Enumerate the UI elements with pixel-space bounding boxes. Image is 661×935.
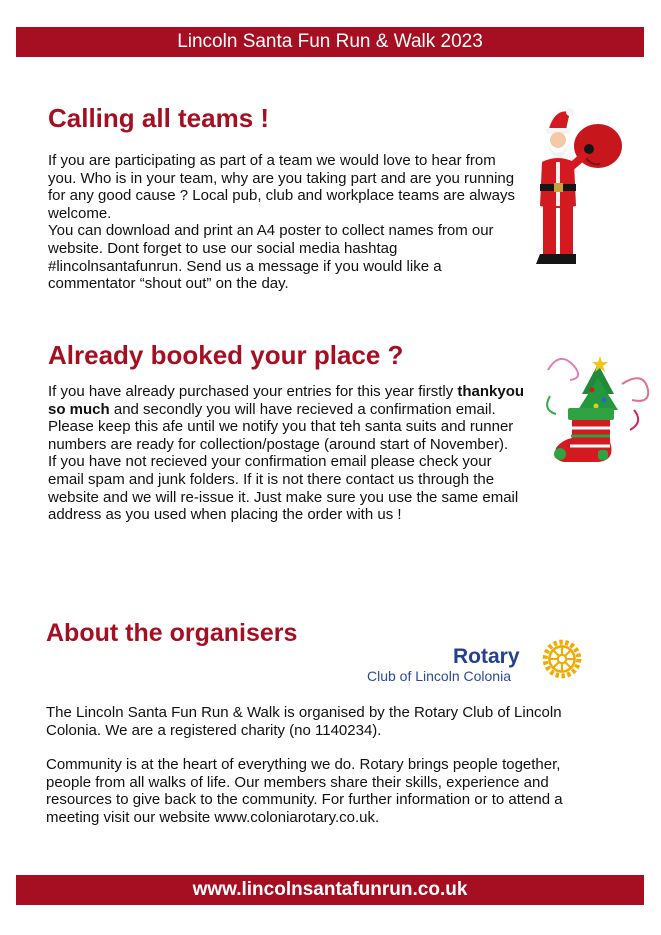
- heading-about-organisers: About the organisers: [46, 619, 298, 647]
- booked-text: [48, 383, 526, 524]
- santa-illustration: [528, 106, 632, 280]
- footer-website-link[interactable]: www.lincolnsantafunrun.co.uk: [192, 879, 468, 900]
- page-title: Lincoln Santa Fun Run & Walk 2023: [177, 31, 483, 52]
- booked-paragraph-1: [48, 383, 526, 453]
- teams-paragraph-1: If you are participating as part of a team we would love to hear from you. Who is in your team, why are you taking part and are you running for any good cause ? Local pub, club and workplace teams are always welcome.: [48, 152, 515, 222]
- top-banner: [16, 27, 644, 57]
- booked-paragraph-2: If you have not recieved your confirmation email please check your email spam and junk folders. If it is not there contact us through the website and we will re-issue it. Just make sure you use the same email address as you used when placing the order with us !: [48, 453, 519, 524]
- rotary-logo-name: Rotary: [453, 645, 520, 668]
- heading-calling-all-teams: Calling all teams !: [48, 103, 270, 133]
- teams-text: [48, 152, 526, 293]
- rotary-logo-subtitle: Club of Lincoln Colonia: [367, 668, 511, 684]
- booked-text-part-1: If you have already purchased your entries for this year firstly: [48, 383, 458, 400]
- christmas-stocking-illustration: [540, 350, 652, 468]
- heading-already-booked: Already booked your place ?: [48, 340, 404, 370]
- booked-text-part-2: and secondly you will have recieved a confirmation email. Please keep this afe until we notify you that teh santa suits and runner numbers are ready for collection/postage (around start of November).: [48, 400, 514, 453]
- organisers-paragraph-1: The Lincoln Santa Fun Run & Walk is organised by the Rotary Club of Lincoln Colonia. We are a registered charity (no 1140234).: [46, 704, 562, 739]
- rotary-wheel-icon: [537, 638, 587, 680]
- footer-banner: [16, 875, 644, 905]
- organisers-paragraph-2: Community is at the heart of everything we do. Rotary brings people together, people from all walks of life. Our members share their skills, experience and resources to give back to the community. For further information or to attend a meeting visit our website www.coloniarotary.co.uk.: [46, 756, 563, 826]
- organisers-text: [46, 704, 606, 827]
- booked-thankyou-bold: thankyou so much: [48, 383, 525, 418]
- teams-paragraph-2: You can download and print an A4 poster to collect names from our website. Dont forget to use our social media hashtag #lincolnsantafunrun. Send us a message if you would like a commentator “shout out” on the day.: [48, 222, 494, 293]
